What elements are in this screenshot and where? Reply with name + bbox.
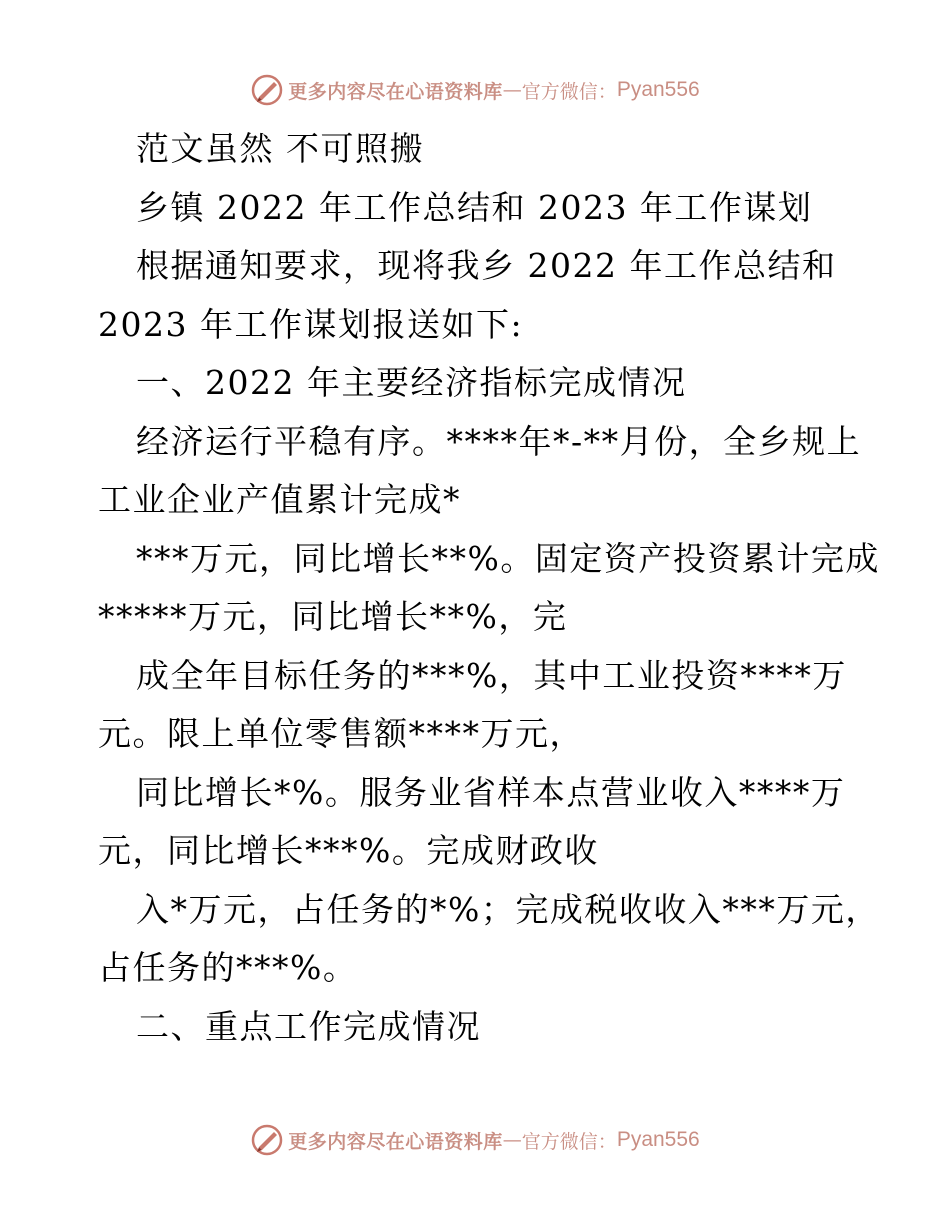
banner-wechat-label: 官方微信： [521,80,617,103]
text-line: 根据通知要求，现将我乡 2022 年工作总结和 [136,246,837,285]
text-line: 经济运行平稳有序。****年*-**月份，全乡规上 [136,421,862,461]
banner-text: 更多内容尽在心语资料库 [288,1130,503,1153]
banner-wechat-id: Pyan556 [616,1128,700,1151]
header-watermark-banner [0,70,950,110]
text-line: 范文虽然 不可照搬 [136,129,424,168]
text-line: 入*万元，占任务的*%；完成税收收入***万元， [136,889,880,929]
banner-wechat-id: Pyan556 [616,78,700,101]
text-line: 占任务的***%。 [98,948,358,987]
text-line: 同比增长*%。服务业省样本点营业收入****万 [136,772,846,812]
text-line: 元。限上单位零售额****万元， [98,714,584,753]
section-heading: 一、2022 年主要经济指标完成情况 [136,363,687,402]
document-title: 乡镇 2022 年工作总结和 2023 年工作谋划 [136,187,813,227]
text-line: 2023 年工作谋划报送如下: [98,304,524,344]
text-line: 成全年目标任务的***%，其中工业投资****万 [136,655,847,695]
logo-icon [250,1123,284,1157]
text-line: *****万元，同比增长**%，完 [98,597,568,636]
section-heading: 二、重点工作完成情况 [136,1006,481,1046]
document-body [98,120,880,1056]
text-line: 元，同比增长***%。完成财政收 [98,831,599,870]
banner-text: 更多内容尽在心语资料库 [288,80,503,103]
text-line: 工业企业产值累计完成* [98,480,461,519]
banner-wechat-label: 官方微信： [521,1130,617,1153]
logo-icon [250,73,284,107]
banner-separator: — [502,1129,522,1151]
text-line: ***万元，同比增长**%。固定资产投资累计完成 [136,538,880,578]
banner-separator: — [502,79,522,101]
footer-watermark-banner [0,1120,950,1160]
